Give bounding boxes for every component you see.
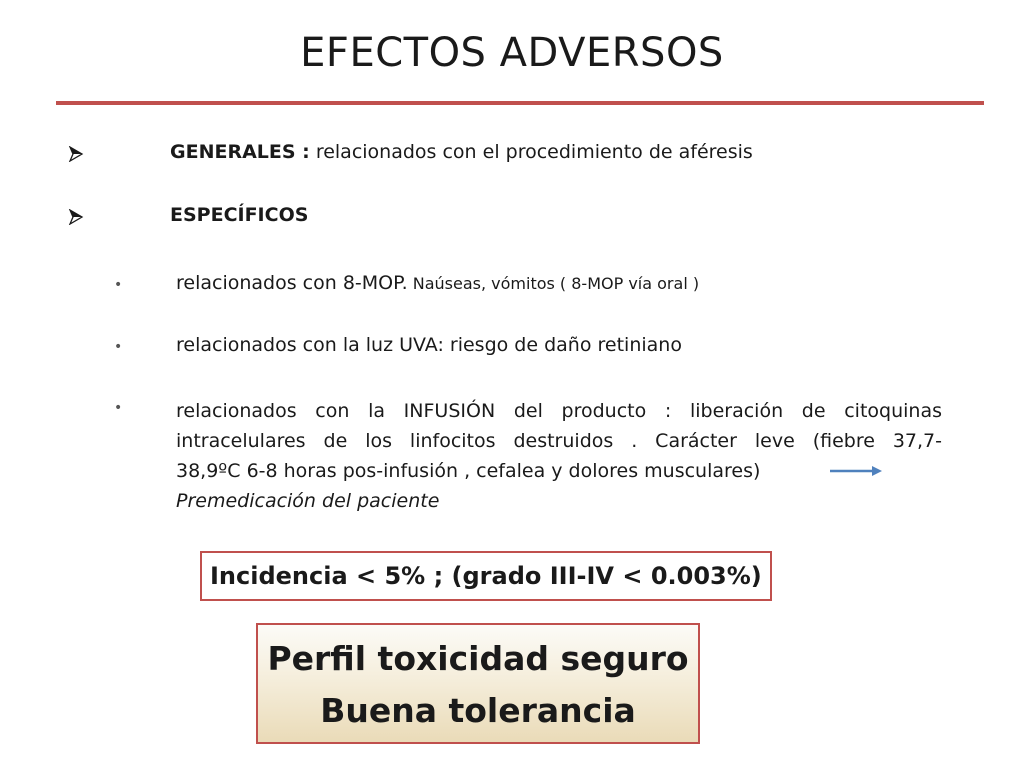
sub-item-8mop <box>176 272 699 294</box>
bullet-generales <box>170 141 753 163</box>
premedication-note: Premedicación del paciente <box>176 490 440 512</box>
arrow-bullet-icon <box>68 146 84 162</box>
sub-item-8mop-main: relacionados con 8-MOP. <box>176 272 408 294</box>
bullet-dot-icon: • <box>114 400 123 416</box>
generales-label: GENERALES : <box>170 141 310 163</box>
conclusion-line-2: Buena tolerancia <box>320 691 636 730</box>
slide-title: EFECTOS ADVERSOS <box>300 30 724 76</box>
conclusion-box <box>256 623 700 744</box>
sub-item-infusion <box>176 396 942 516</box>
sub-item-8mop-detail: Naúseas, vómitos ( 8-MOP vía oral ) <box>407 274 700 293</box>
infusion-line-2: intracelulares de los linfocitos destruidos . Carácter leve (fiebre 37,7- <box>176 430 942 452</box>
bullet-dot-icon: • <box>114 339 123 355</box>
conclusion-line-1: Perfil toxicidad seguro <box>267 639 689 678</box>
sub-item-uva: relacionados con la luz UVA: riesgo de daño retiniano <box>176 334 682 356</box>
bullet-dot-icon: • <box>114 277 123 293</box>
infusion-line-1: relacionados con la INFUSIÓN del producto : liberación de citoquinas <box>176 400 942 422</box>
arrow-bullet-icon <box>68 209 84 225</box>
bullet-especificos <box>170 204 308 226</box>
title-underline <box>56 101 984 105</box>
especificos-label: ESPECÍFICOS <box>170 204 309 226</box>
generales-text: relacionados con el procedimiento de aféresis <box>309 141 753 163</box>
infusion-line-3: 38,9ºC 6-8 horas pos-infusión , cefalea y dolores musculares) <box>176 460 761 482</box>
incidence-box: Incidencia < 5% ; (grado III-IV < 0.003%) <box>200 551 772 601</box>
right-arrow-icon <box>828 463 884 479</box>
